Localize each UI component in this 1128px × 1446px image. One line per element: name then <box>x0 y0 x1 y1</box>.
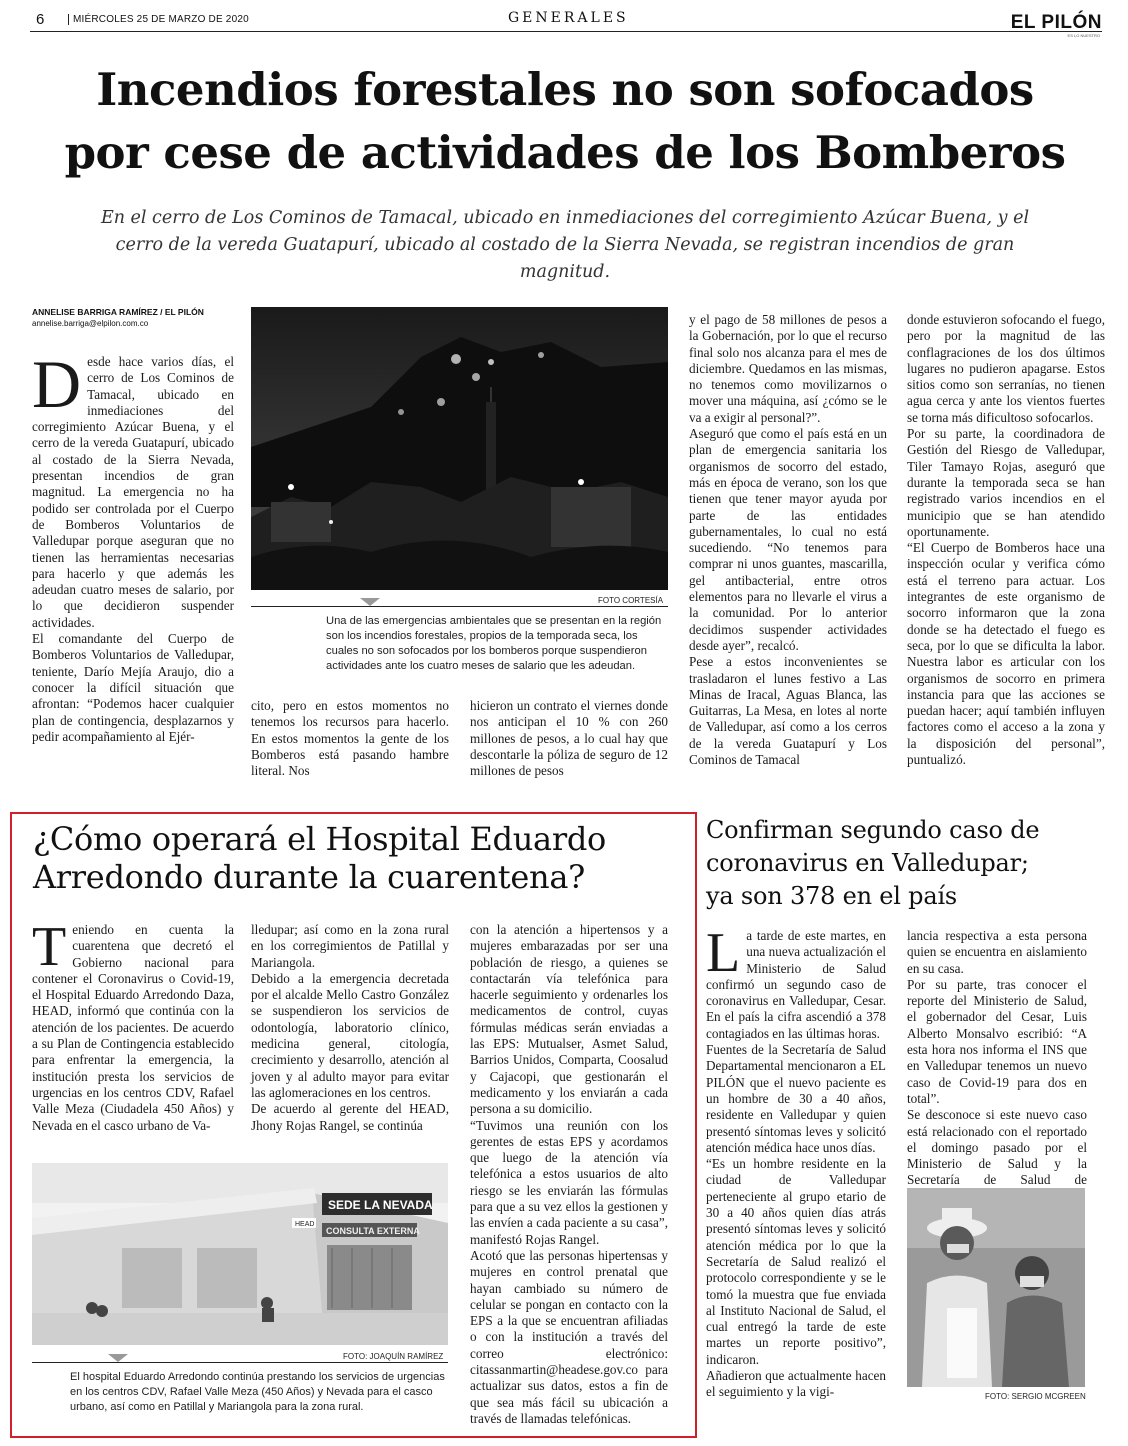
hospital-photo-image <box>32 1163 448 1345</box>
covid-paragraph: Fuentes de la Secretaría de Salud Departamental mencionaron a EL PILÓN que el nuevo paciente es un hombre de 30 a 40 años, residente en Valledupar y quien presentó síntomas leves y solicitó atención médica hace unos días. <box>706 1042 886 1155</box>
issue-date: MIÉRCOLES 25 DE MARZO DE 2020 <box>68 14 249 25</box>
lead-headline <box>30 58 1100 184</box>
caption-pointer-icon <box>360 598 380 606</box>
photo-credit: FOTO: JOAQUÍN RAMÍREZ <box>343 1352 444 1361</box>
hospital-column-3 <box>470 922 668 1427</box>
lead-headline-line-2: por cese de actividades de los Bomberos <box>64 126 1066 179</box>
drop-cap: D <box>32 346 82 422</box>
lead-paragraph: Pese a estos inconvenientes se trasladaron el lunes festivo a Las Minas de Iracal, Aguas Blanca, las Guitarras, La Mesa, en lotes al norte de Valledupar, así como a los cerros de la vereda Guatapurí y Los Cominos de Tamacal <box>689 654 887 768</box>
covid-paragraph: lancia respectiva a esta persona quien se encuentra en aislamiento en su casa. <box>907 928 1087 976</box>
covid-headline-line-3: ya son 378 en el país <box>706 882 958 910</box>
covid-column-1 <box>706 922 886 1401</box>
lead-paragraph: hicieron un contrato el viernes donde nos anticipan el 10 % con 260 millones de pesos, a lo cual hay que descontarle la póliza de seguro de 12 millones de pesos <box>470 698 668 779</box>
sign-top-text: SEDE LA NEVADA <box>328 1198 433 1212</box>
lead-dek: En el cerro de Los Cominos de Tamacal, ubicado en inmediaciones del corregimiento Azúcar Buena, y el cerro de la vereda Guatapurí, ubicado al costado de la Sierra Nevada, se registran incendios de gran magnitud. <box>100 208 1030 282</box>
caption-pointer-icon <box>108 1354 128 1362</box>
lead-paragraph: El comandante del Cuerpo de Bomberos Voluntarios de Valledupar, teniente, Darío Mejía Araujo, dio a conocer la difícil situación que afrontan: “Podemos hacer cualquier plan de contingencia, desplazarnos y pedir acompañamiento al Ejér- <box>32 631 234 744</box>
lead-column-2 <box>251 698 449 779</box>
hospital-paragraph: “Tuvimos una reunión con los gerentes de estas EPS y acordamos que luego de la atención vía telefónica a estos usuarios de alto riesgo se les enviarán las fórmulas para que a su vez ellos la gestionen y las envíen a cada paciente a su casa”, manifestó Rojas Rangel. <box>470 1117 668 1247</box>
photo-caption: El hospital Eduardo Arredondo continúa prestando los servicios de urgencias en los centros CDV, Rafael Valle Meza (450 Años) y Nevada para el casco urbano, así como en Patillal y Mariangola para la zona rural. <box>70 1371 445 1413</box>
newspaper-logo: EL PILÓN <box>1010 12 1102 33</box>
lead-paragraph: donde estuvieron sofocando el fuego, pero por la magnitud de las conflagraciones de los dos últimos lugares no pudieron apagarse. Estos sitios como son serranías, no tienen agua cerca y ante los vientos fuertes se torna más dificultoso sofocarlos. <box>907 312 1105 425</box>
hospital-column-1 <box>32 916 234 1134</box>
page-header <box>30 10 1102 38</box>
hospital-headline <box>33 820 683 896</box>
covid-headline <box>706 814 1106 913</box>
caption-rule <box>32 1362 448 1363</box>
section-name: GENERALES <box>508 10 629 26</box>
page-number: 6 <box>36 11 45 28</box>
hospital-headline-line-1: ¿Cómo operará el Hospital Eduardo <box>33 820 606 858</box>
masked-people-photo-image <box>907 1188 1085 1387</box>
hospital-paragraph: Acotó que las personas hipertensas y mujeres en control prenatal que hayan cambiado su número de celular se pongan en contacto con la EPS a la que se encuentran afiliadas o con la institución a través del correo electrónico: citassanmartin@headese.gov.co para actualizar sus datos, estos a fin de que sea más fácil su ubicación a través de llamadas telefónicas. <box>470 1247 668 1426</box>
hospital-column-2 <box>251 922 449 1134</box>
photo-credit: FOTO CORTESÍA <box>598 596 664 605</box>
covid-column-2 <box>907 928 1087 1205</box>
drop-cap: L <box>706 922 741 984</box>
lead-paragraph: y el pago de 58 millones de pesos a la Gobernación, por lo que el recurso final solo nos alcanza para el mes de diciembre. Quedamos en las mismas, no tenemos como movilizarnos o mover una máquina, así ¿cómo se le va a exigir al personal?”. <box>689 312 887 425</box>
covid-headline-line-1: Confirman segundo caso de <box>706 816 1040 844</box>
covid-paragraph: Por su parte, tras conocer el reporte del Ministerio de Salud, el gobernador del Cesar, Luis Alberto Monsalvo escribió: “A esta hora nos informa el INS que en Valledupar tenemos un nuevo caso de Covid-19 para dos en total”. <box>907 976 1087 1106</box>
hospital-headline-line-2: Arredondo durante la cuarentena? <box>33 858 585 896</box>
lead-paragraph: “El Cuerpo de Bomberos hace una inspección ocular y verifica cómo está el terreno para actuar. Los integrantes de este organismo de socorro informaron que la zona donde se ha detectado el fuego es seca, por lo que se dificulta la labor. Nuestra labor es articular con los organismos de socorro en primera instancia para que las acciones se puedan hacer; aquí también influyen factores como el acceso a la zona y la disposición del personal”, puntualizó. <box>907 540 1105 768</box>
photo-caption: Una de las emergencias ambientales que se presentan en la región son los incendios forestales, propios de la temporada seca, los cuales no son sofocados por los bomberos porque suspendieron actividades ante los cuatro meses de salario que les adeudan. <box>326 615 662 672</box>
fire-photo-image <box>251 307 668 590</box>
covid-paragraph: “Es un hombre residente en la ciudad de Valledupar perteneciente al grupo etario de 30 a 40 años quien días atrás presentó síntomas leves y solicitó atención médica por lo que la Secretaría de Salud realizó el protocolo correspondiente y se le tomó la muestra que fue enviada al Instituto Nacional de Salud, el cual entregó la tarde de este martes un reporte positivo”, indicaron. <box>706 1156 886 1367</box>
sign-bottom-text: CONSULTA EXTERNA <box>326 1226 420 1236</box>
lead-paragraph: esde hace varios días, el cerro de Los Cominos de Tamacal, ubicado en inmediaciones del corregimiento Azúcar Buena, y el cerro de la vereda Guatapurí, ubicado al costado de la Sierra Nevada, presentan incendios de gran magnitud. La emergencia no ha podido ser controlada por el Cuerpo de Bomberos Voluntarios de Valledupar porque aseguran que no tienen las herramientas necesarias para hacerlo y que además les adeudan cuatro meses de salario, por lo que decidieron suspender actividades. <box>32 354 234 630</box>
logo-tagline: ES LO NUESTRO <box>1067 33 1100 38</box>
hospital-paragraph: De acuerdo al gerente del HEAD, Jhony Rojas Rangel, se continúa <box>251 1101 449 1133</box>
hospital-photo <box>32 1163 448 1345</box>
author-email[interactable]: annelise.barriga@elpilon.com.co <box>32 319 149 328</box>
fire-photo <box>251 307 668 590</box>
masked-people-photo <box>907 1188 1085 1387</box>
drop-cap: T <box>32 916 67 978</box>
lead-paragraph: cito, pero en estos momentos no tenemos los recursos para hacerlo. En estos momentos la gente de los Bomberos está pasando hambre literal. Nos <box>251 698 449 779</box>
lead-column-3 <box>470 698 668 779</box>
covid-paragraph: Añadieron que actualmente hacen el seguimiento y la vigi- <box>706 1368 886 1400</box>
lead-column-1 <box>32 346 234 784</box>
sign-small-text: HEAD <box>295 1221 315 1228</box>
hospital-paragraph: lledupar; así como en la zona rural en los corregimientos de Patillal y Mariangola. <box>251 922 449 970</box>
hospital-paragraph: eniendo en cuenta la cuarentena que decretó el Gobierno nacional para contener el Coronavirus o Covid-19, el Hospital Eduardo Arredondo Daza, HEAD, informó que continúa con la atención de los pacientes. De acuerdo a su Plan de Contingencia establecido para enfrentar la emergencia, la institución presta los servicios de urgencias en los centros CDV, Rafael Valle Meza (Ciudadela 450 Años) y Nevada en el casco urbano de Va- <box>32 922 234 1133</box>
lead-column-5 <box>907 312 1105 768</box>
caption-rule <box>251 606 668 607</box>
hospital-paragraph: Debido a la emergencia decretada por el alcalde Mello Castro González se suspendieron los servicios de odontología, laboratorio clínico, medicina general, citología, crecimiento y desarrollo, atención al joven y al adulto mayor para evitar las aglomeraciones en los centros. <box>251 970 449 1100</box>
lead-column-4 <box>689 312 887 768</box>
byline: ANNELISE BARRIGA RAMÍREZ / EL PILÓN <box>32 307 204 317</box>
covid-headline-line-2: coronavirus en Valledupar; <box>706 849 1029 877</box>
lead-paragraph: Aseguró que como el país está en un plan de emergencia sanitaria los organismos de socorro del estado, más en época de verano, son los que tienen que tener mayor ayuda por parte de las entidades gubernamentales, lo cual no está sucediendo. “No tenemos para comprar ni unos guantes, mascarilla, gel antibacterial, entre otros elementos para no llevarle el virus a la comunidad. Por lo anterior decidimos suspender actividades desde ayer”, recalcó. <box>689 426 887 653</box>
lead-paragraph: Por su parte, la coordinadora de Gestión del Riesgo de Valledupar, Tiler Tamayo Rojas, aseguró que durante la temporada seca se han registrado varios incendios en el municipio que se han atendido oportunamente. <box>907 426 1105 539</box>
covid-paragraph: a tarde de este martes, en una nueva actualización el Ministerio de Salud confirmó un segundo caso de coronavirus en Valledupar, Cesar. En el país la cifra ascendió a 378 contagiados en las últimas horas. <box>706 928 886 1041</box>
photo-credit: FOTO: SERGIO MCGREEN <box>985 1392 1086 1401</box>
lead-headline-line-1: Incendios forestales no son sofocados <box>96 63 1034 116</box>
covid-paragraph: Se desconoce si este nuevo caso está relacionado con el reportado el domingo pasado por el Ministerio de Salud y la Secretaría de Salud de <box>907 1107 1087 1188</box>
hospital-paragraph: con la atención a hipertensos y a mujeres embarazadas por ser una población de riesgo, a quienes se contactarán vía telefónica para hacerle seguimiento y ordenarles los medicamentos de control, cuyas fórmulas médicas serán enviadas a las EPS: Mutualser, Asmet Salud, Barrios Unidos, Comparta, Coosalud y Cajacopi, que gestionarán el medicamento y los enviarán a cada persona a su domicilio. <box>470 922 668 1117</box>
